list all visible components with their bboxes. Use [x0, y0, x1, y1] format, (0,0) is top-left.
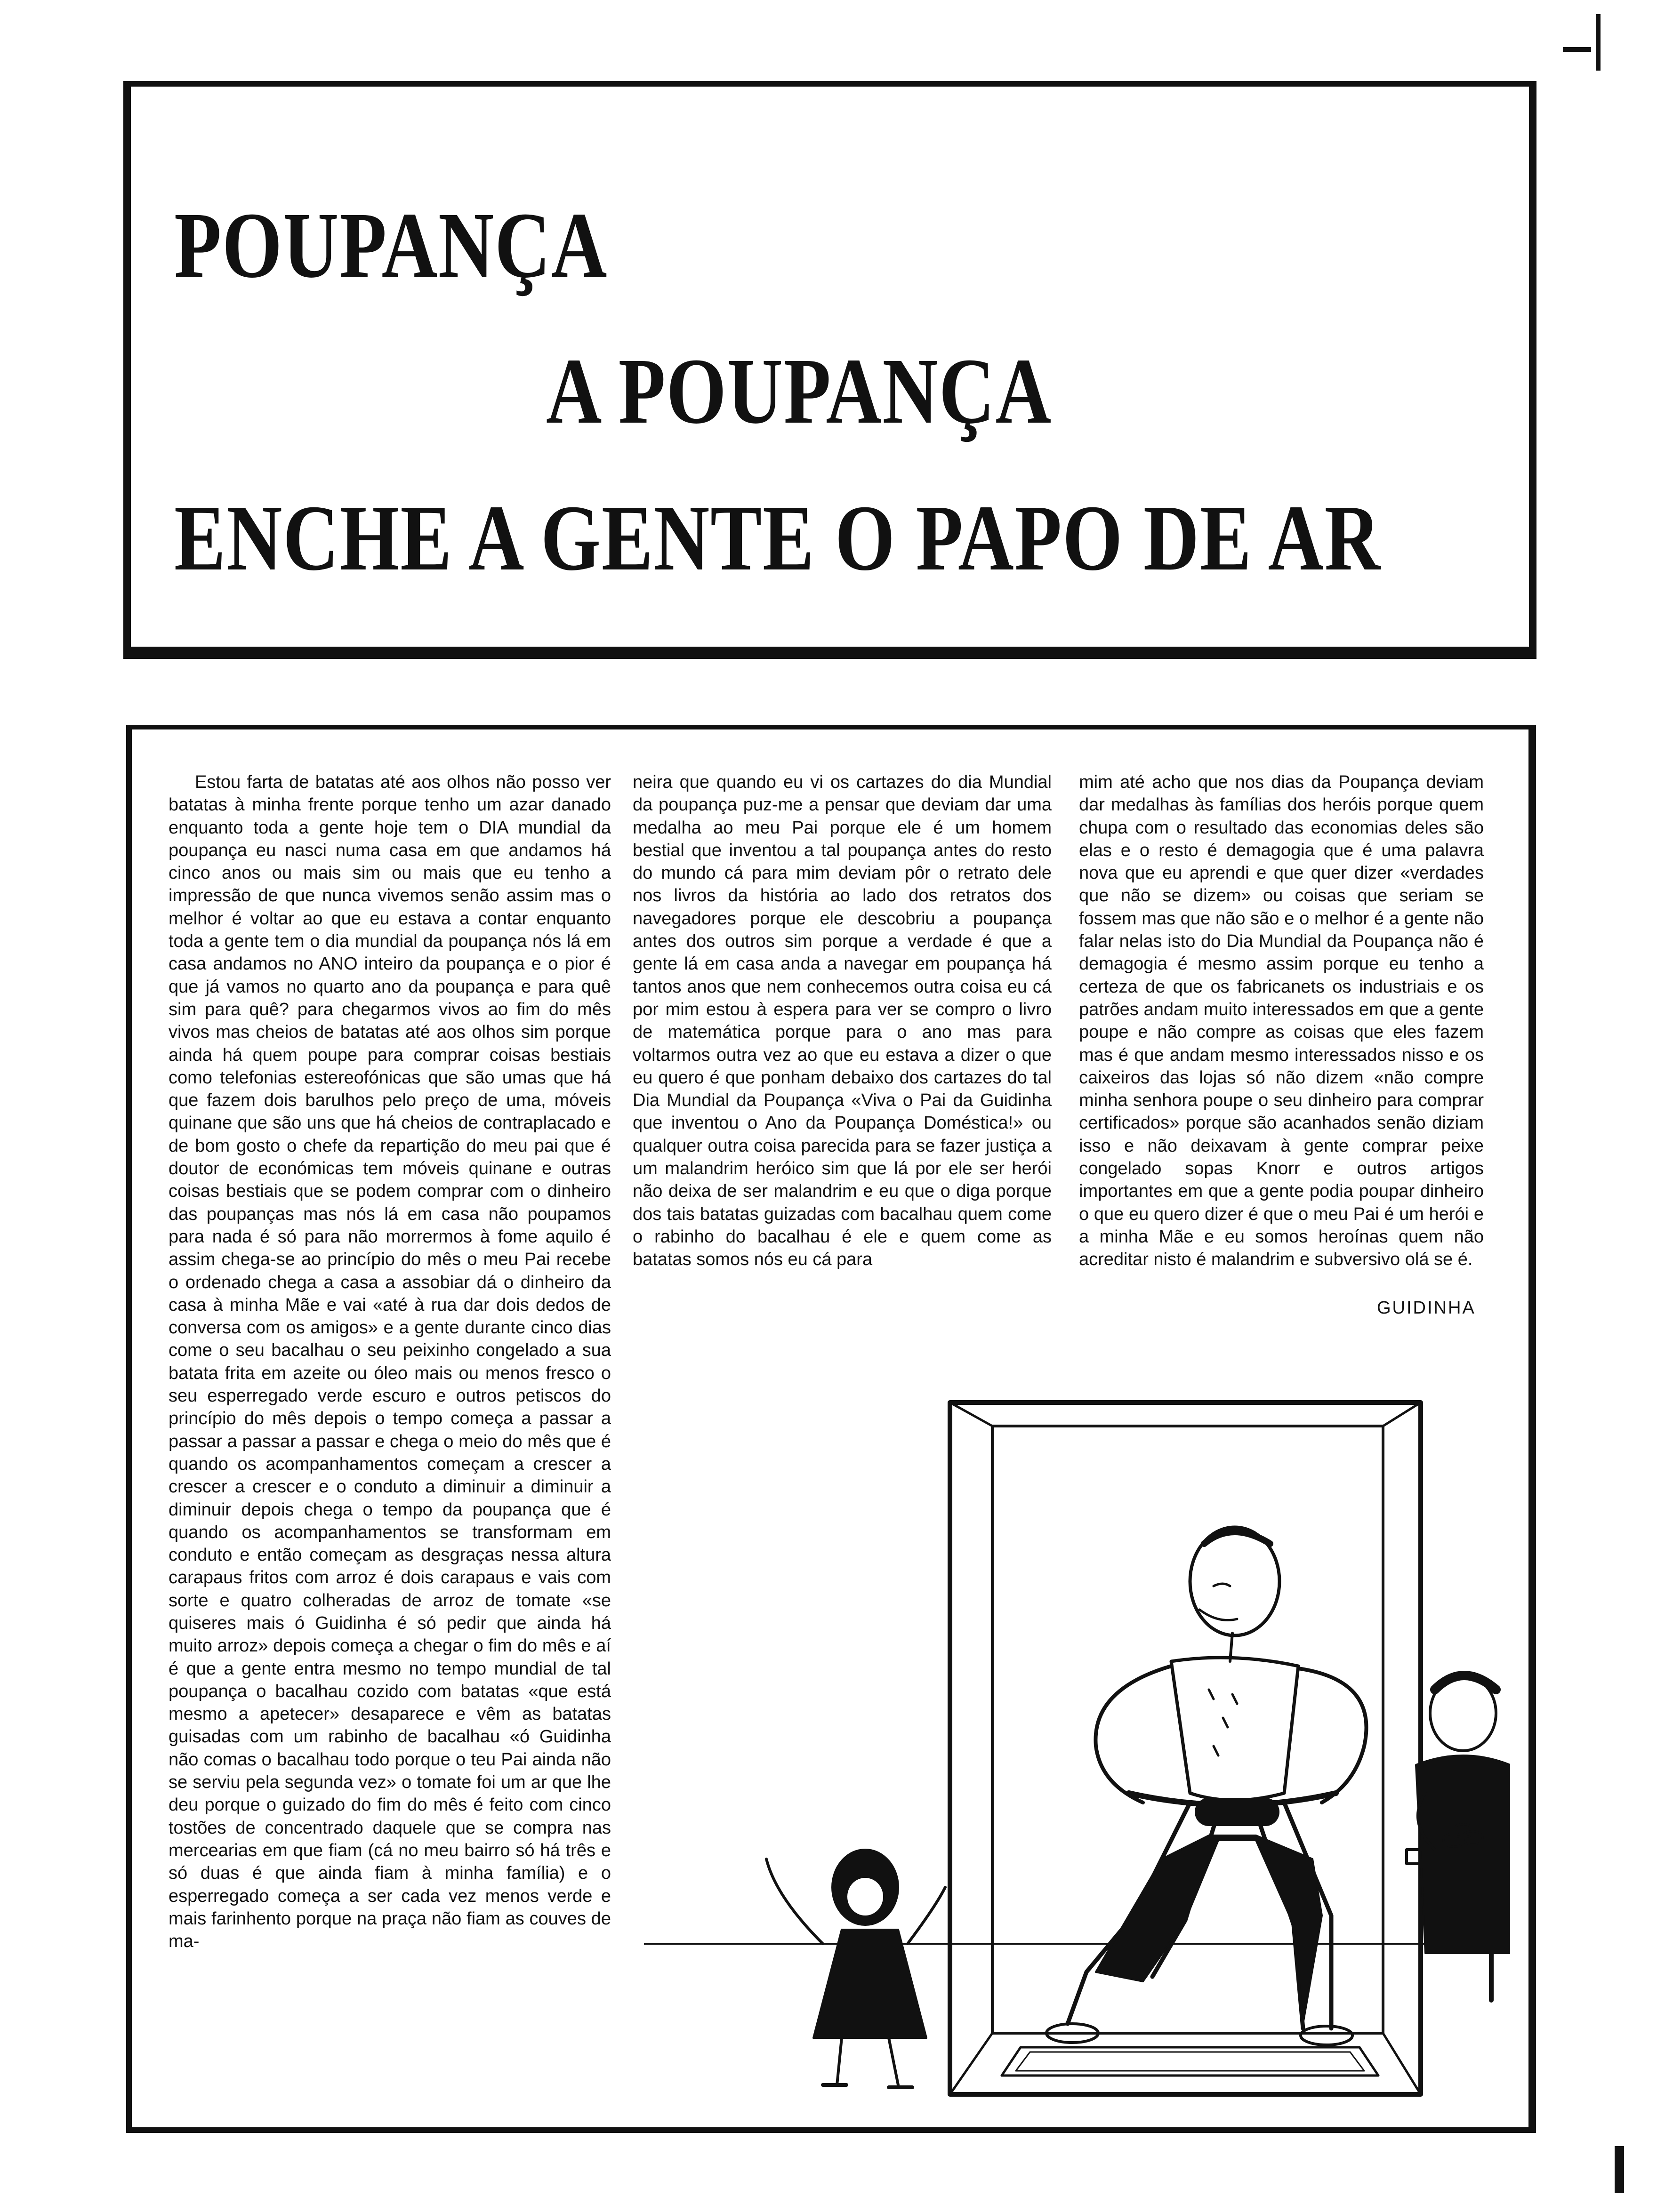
headline-line-3: ENCHE A GENTE O PAPO DE AR: [174, 486, 1381, 590]
article-frame: [126, 725, 1536, 2133]
scan-edge-mark: [1596, 14, 1601, 71]
girl-figure: [766, 1850, 945, 2087]
headline-line-2: A POUPANÇA: [546, 339, 1052, 443]
article-column-2: neira que quando eu vi os cartazes do dia Mundial da poupança puz-me a pensar que deviam dar uma medalha ao meu Pai porque ele é um homem bestial que inventou a tal poupança antes do resto do mundo cá para mim deviam pôr o retrato dele nos livros da história ao lado dos retratos dos navegadores porque ele descobriu a poupança antes dos outros sim porque a verdade é que a gente lá em casa anda a navegar em poupança há tantos anos que nem conhecemos outra coisa eu cá por mim estou à espera para ver se compro o livro de matemática porque para o ano mas para voltarmos outra vez ao que eu estava a dizer o que eu quero é que ponham debaixo dos cartazes do tal Dia Mundial da Poupança «Viva o Pai da Guidinha que inventou o Ano da Poupança Doméstica!» ou qualquer outra coisa parecida para se fazer justiça a um malandrim heróico sim que lá por ele ser herói não deixa de ser malandrim e eu que o diga porque dos tais batatas guizadas com bacalhau quem come o rabinho do bacalhau é ele e quem come as batatas somos nós eu cá para: [633, 772, 1052, 1270]
article-column-3: mim até acho que nos dias da Poupança deviam dar medalhas às famílias dos heróis porque quem chupa com o resultado das economias deles são elas e o resto é demagogia que é uma palavra nova que eu aprendi e que quer dizer «verdades que não se dizem» ou coisas que seriam se fossem mas que não são e o melhor é a gente não falar nelas isto do Dia Mundial da Poupança não é demagogia é mesmo assim porque eu tenho a certeza de que os fabricanets os industriais e os patrões andam muito interessados em que a gente poupe e não compre as coisas que eles fazem mas é que andam mesmo interessados nisso e os caixeiros das lojas só não dizem «não compre minha senhora poupe o seu dinheiro para comprar certificados» porque são acanhados senão diziam isso e não deixavam à gente comprar peixe congelado sopas Knorr e outros artigos importantes em que a gente podia poupar dinheiro o que eu quero dizer é que o meu Pai é um herói e a minha Mãe e eu somos heroínas quem não acreditar nisto é malandrim e subversivo olá se é.: [1079, 772, 1484, 1270]
woman-figure: [1416, 1675, 1510, 1953]
picture-frame: [950, 1403, 1421, 2094]
headline-line-1: POUPANÇA: [174, 193, 608, 297]
author-signature: GUIDINHA: [1377, 1298, 1476, 1318]
father-figure: [1046, 1527, 1367, 2045]
article-column-1: Estou farta de batatas até aos olhos não posso ver batatas à minha frente porque tenho um azar danado enquanto toda a gente hoje tem o DIA mundial da poupança eu nasci numa casa em que andamos há cinco anos ou mais sim ou mais que eu tenho a impressão de que nunca vivemos senão assim mas o melhor é voltar ao que eu estava a contar enquanto toda a gente tem o dia mundial da poupança nós lá em casa andamos no ANO inteiro da poupança e o pior é que já vamos no quarto ano da poupança e para quê sim para quê? para chegarmos vivos ao fim do mês vivos mas cheios de batatas até aos olhos sim porque ainda há quem poupe para comprar coisas bestiais como telefonias estereofónicas que são umas que há que fazem dois barulhos pelo preço de uma, móveis quinane que são uns que há cheios de contraplacado e de bom gosto o chefe da repartição do meu pai que é doutor de económicas tem móveis quinane e outras coisas bestiais que se podem comprar com o dinheiro das poupanças mas nós lá em casa não poupamos para nada é só para não morrermos à fome aquilo é assim chega-se ao princípio do mês o meu Pai recebe o ordenado chega a casa a assobiar dá o dinheiro da casa à minha Mãe e vai «até à rua dar dois dedos de conversa com os amigos» e a gente durante cinco dias come o seu bacalhau o seu peixinho congelado a sua batata frita em azeite ou óleo mais ou menos fresco o seu esperregado verde escuro e outros petiscos do princípio do mês depois o tempo começa a passar a passar a passar a passar e chega o meio do mês que é quando os acompanhamentos começam a crescer a crescer a crescer e o conduto a diminuir a diminuir a diminuir depois chega o tempo da poupança que é quando os acompanhamentos se transformam em conduto e então começam as desgraças nessa altura carapaus fritos com arroz é dois carapaus e vais com sorte e quatro colheradas de arroz de tomate «se quiseres mais ó Guidinha é só pedir que ainda há muito arroz» depois começa a chegar o fim do mês e aí é que a gente entra mesmo no tempo mundial de tal poupança o bacalhau cozido com batatas «que está mesmo a apetecer» desaparece e vêm as batatas guisadas com um rabinho de bacalhau «ó Guidinha não comas o bacalhau todo porque o teu Pai ainda não se serviu pela segunda vez» o tomate foi um ar que lhe deu porque o guizado do fim do mês é feito com cinco tostões de concentrado daquele que se compra nas mercearias em que fiam (cá no meu bairro só há três e só duas é que ainda fiam à minha família) e o esperregado começa a ser cada vez menos verde e mais farinhento porque na praça não fiam as couves de ma-: [169, 772, 611, 1952]
scan-edge-mark: [1563, 47, 1591, 52]
cartoon-illustration: [644, 1388, 1510, 2108]
scan-edge-mark: [1615, 2146, 1624, 2193]
headline-frame: [123, 81, 1536, 659]
